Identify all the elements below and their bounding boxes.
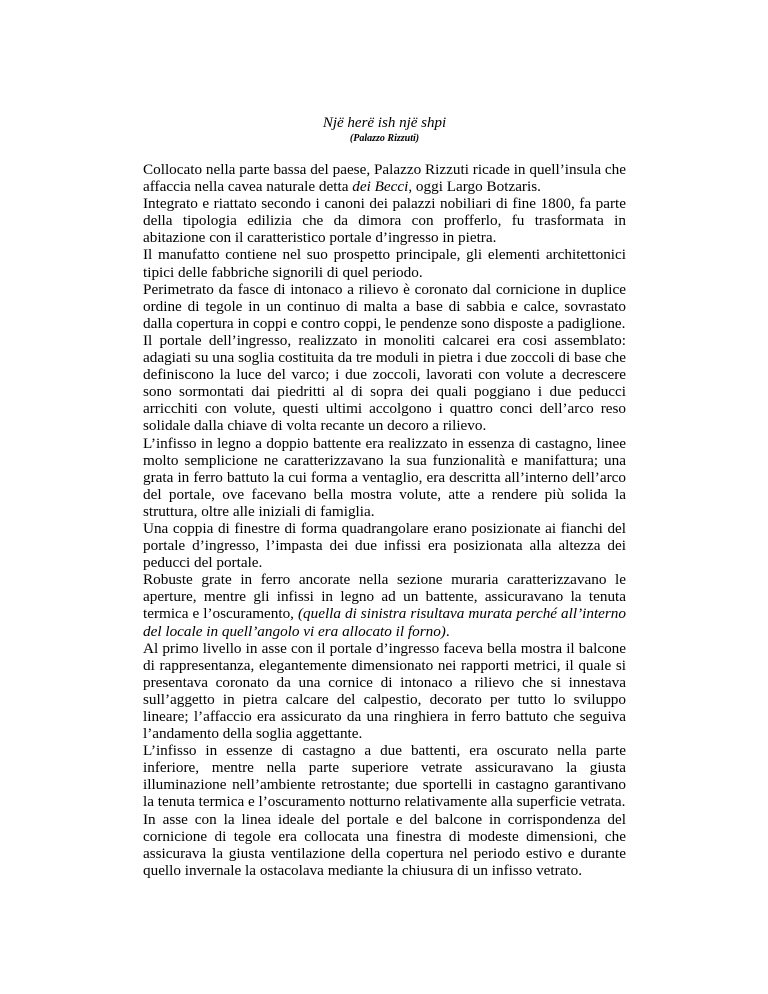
paragraph: Una coppia di finestre di forma quadrangolare erano posizionate ai fianchi del portale d’ingresso, l’impasta dei due infissi era posizionata alla altezza dei peducci del portale.: [143, 519, 626, 572]
emphasis-text: dei Becci: [352, 178, 409, 196]
paragraph-text: Robuste grate in ferro ancorate nella sezione muraria caratterizzavano le aperture, mentre gli infissi in legno ad un battente, assicuravano la tenuta termica e l’oscuramento,: [143, 571, 626, 623]
paragraph: [143, 161, 626, 195]
paragraph: L’infisso in essenze di castagno a due battenti, era oscurato nella parte inferiore, mentre nella parte superiore vetrate assicuravano la giusta illuminazione nell’ambiente retrostante; due sportelli in castagno garantivano la tenuta termica e l’oscuramento notturno relativamente alla superficie vetrata.: [143, 742, 626, 811]
paragraph-text: , oggi Largo Botzaris.: [408, 178, 541, 196]
paragraph: Perimetrato da fasce di intonaco a rilievo è coronato dal cornicione in duplice ordine di tegole in un continuo di malta a base di sabbia e calce, sovrastato dalla copertura in coppi e contro coppi, le pendenze sono disposte a padiglione.: [143, 280, 626, 332]
paragraph: L’infisso in legno a doppio battente era realizzato in essenza di castagno, linee molto semplicione ne caratterizzavano la sua funzionalità e manifattura; una grata in ferro battuto la cui forma a ventaglio, era descritta all’interno dell’arco del portale, ove facevano bella mostra volute, atte a rendere più solida la struttura, oltre alle iniziali di famiglia.: [143, 434, 626, 520]
paragraph-text: .: [445, 622, 450, 640]
paragraph: Il manufatto contiene nel suo prospetto principale, gli elementi architettonici tipici delle fabbriche signorili di quel periodo.: [143, 246, 626, 281]
paragraph: [143, 571, 626, 639]
paragraph: Il portale dell’ingresso, realizzato in monoliti calcarei era cosi assemblato: adagiati su una soglia costituita da tre moduli in pietra i due zoccoli di base che definiscono la luce del varco; i due zoccoli, lavorati con volute a decrescere sono sormontati dai piedritti al di sopra dei quali poggiano i due peducci arricchiti con volute, questi ultimi accolgono i quattro conci dell’arco reso solidale dalla chiave di volta recante un decoro a rilievo.: [143, 331, 626, 435]
paragraph: Integrato e riattato secondo i canoni dei palazzi nobiliari di fine 1800, fa parte della tipologia edilizia che da dimora con profferlo, fu trasformata in abitazione con il caratteristico portale d’ingresso in pietra.: [143, 195, 626, 247]
paragraph: In asse con la linea ideale del portale e del balcone in corrispondenza del cornicione di tegole era collocata una finestra di modeste dimensioni, che assicurava la giusta ventilazione della copertura nel periodo estivo e durante quello invernale la ostacolava mediante la chiusura di un infisso vetrato.: [143, 810, 626, 879]
document-subtitle: (Palazzo Rizzuti): [349, 133, 420, 144]
document-title: Një herë ish një shpi: [322, 115, 447, 131]
document-body: [143, 161, 626, 879]
emphasis-text: (quella di sinistra risultava murata perché all’interno del locale in quell’angolo vi era allocato il forno): [143, 605, 626, 640]
paragraph-text: Collocato nella parte bassa del paese, Palazzo Rizzuti ricade in quell’insula che affaccia nella cavea naturale detta: [143, 161, 626, 196]
paragraph: Al primo livello in asse con il portale d’ingresso faceva bella mostra il balcone di rappresentanza, elegantemente dimensionato nei rapporti metrici, il quale si presentava coronato da una cornice di intonaco a rilievo che si innestava sull’aggetto in pietra calcare del calpestio, decorato per tutto lo sviluppo lineare; l’affaccio era assicurato da una ringhiera in ferro battuto che seguiva l’andamento della soglia aggettante.: [143, 639, 626, 743]
